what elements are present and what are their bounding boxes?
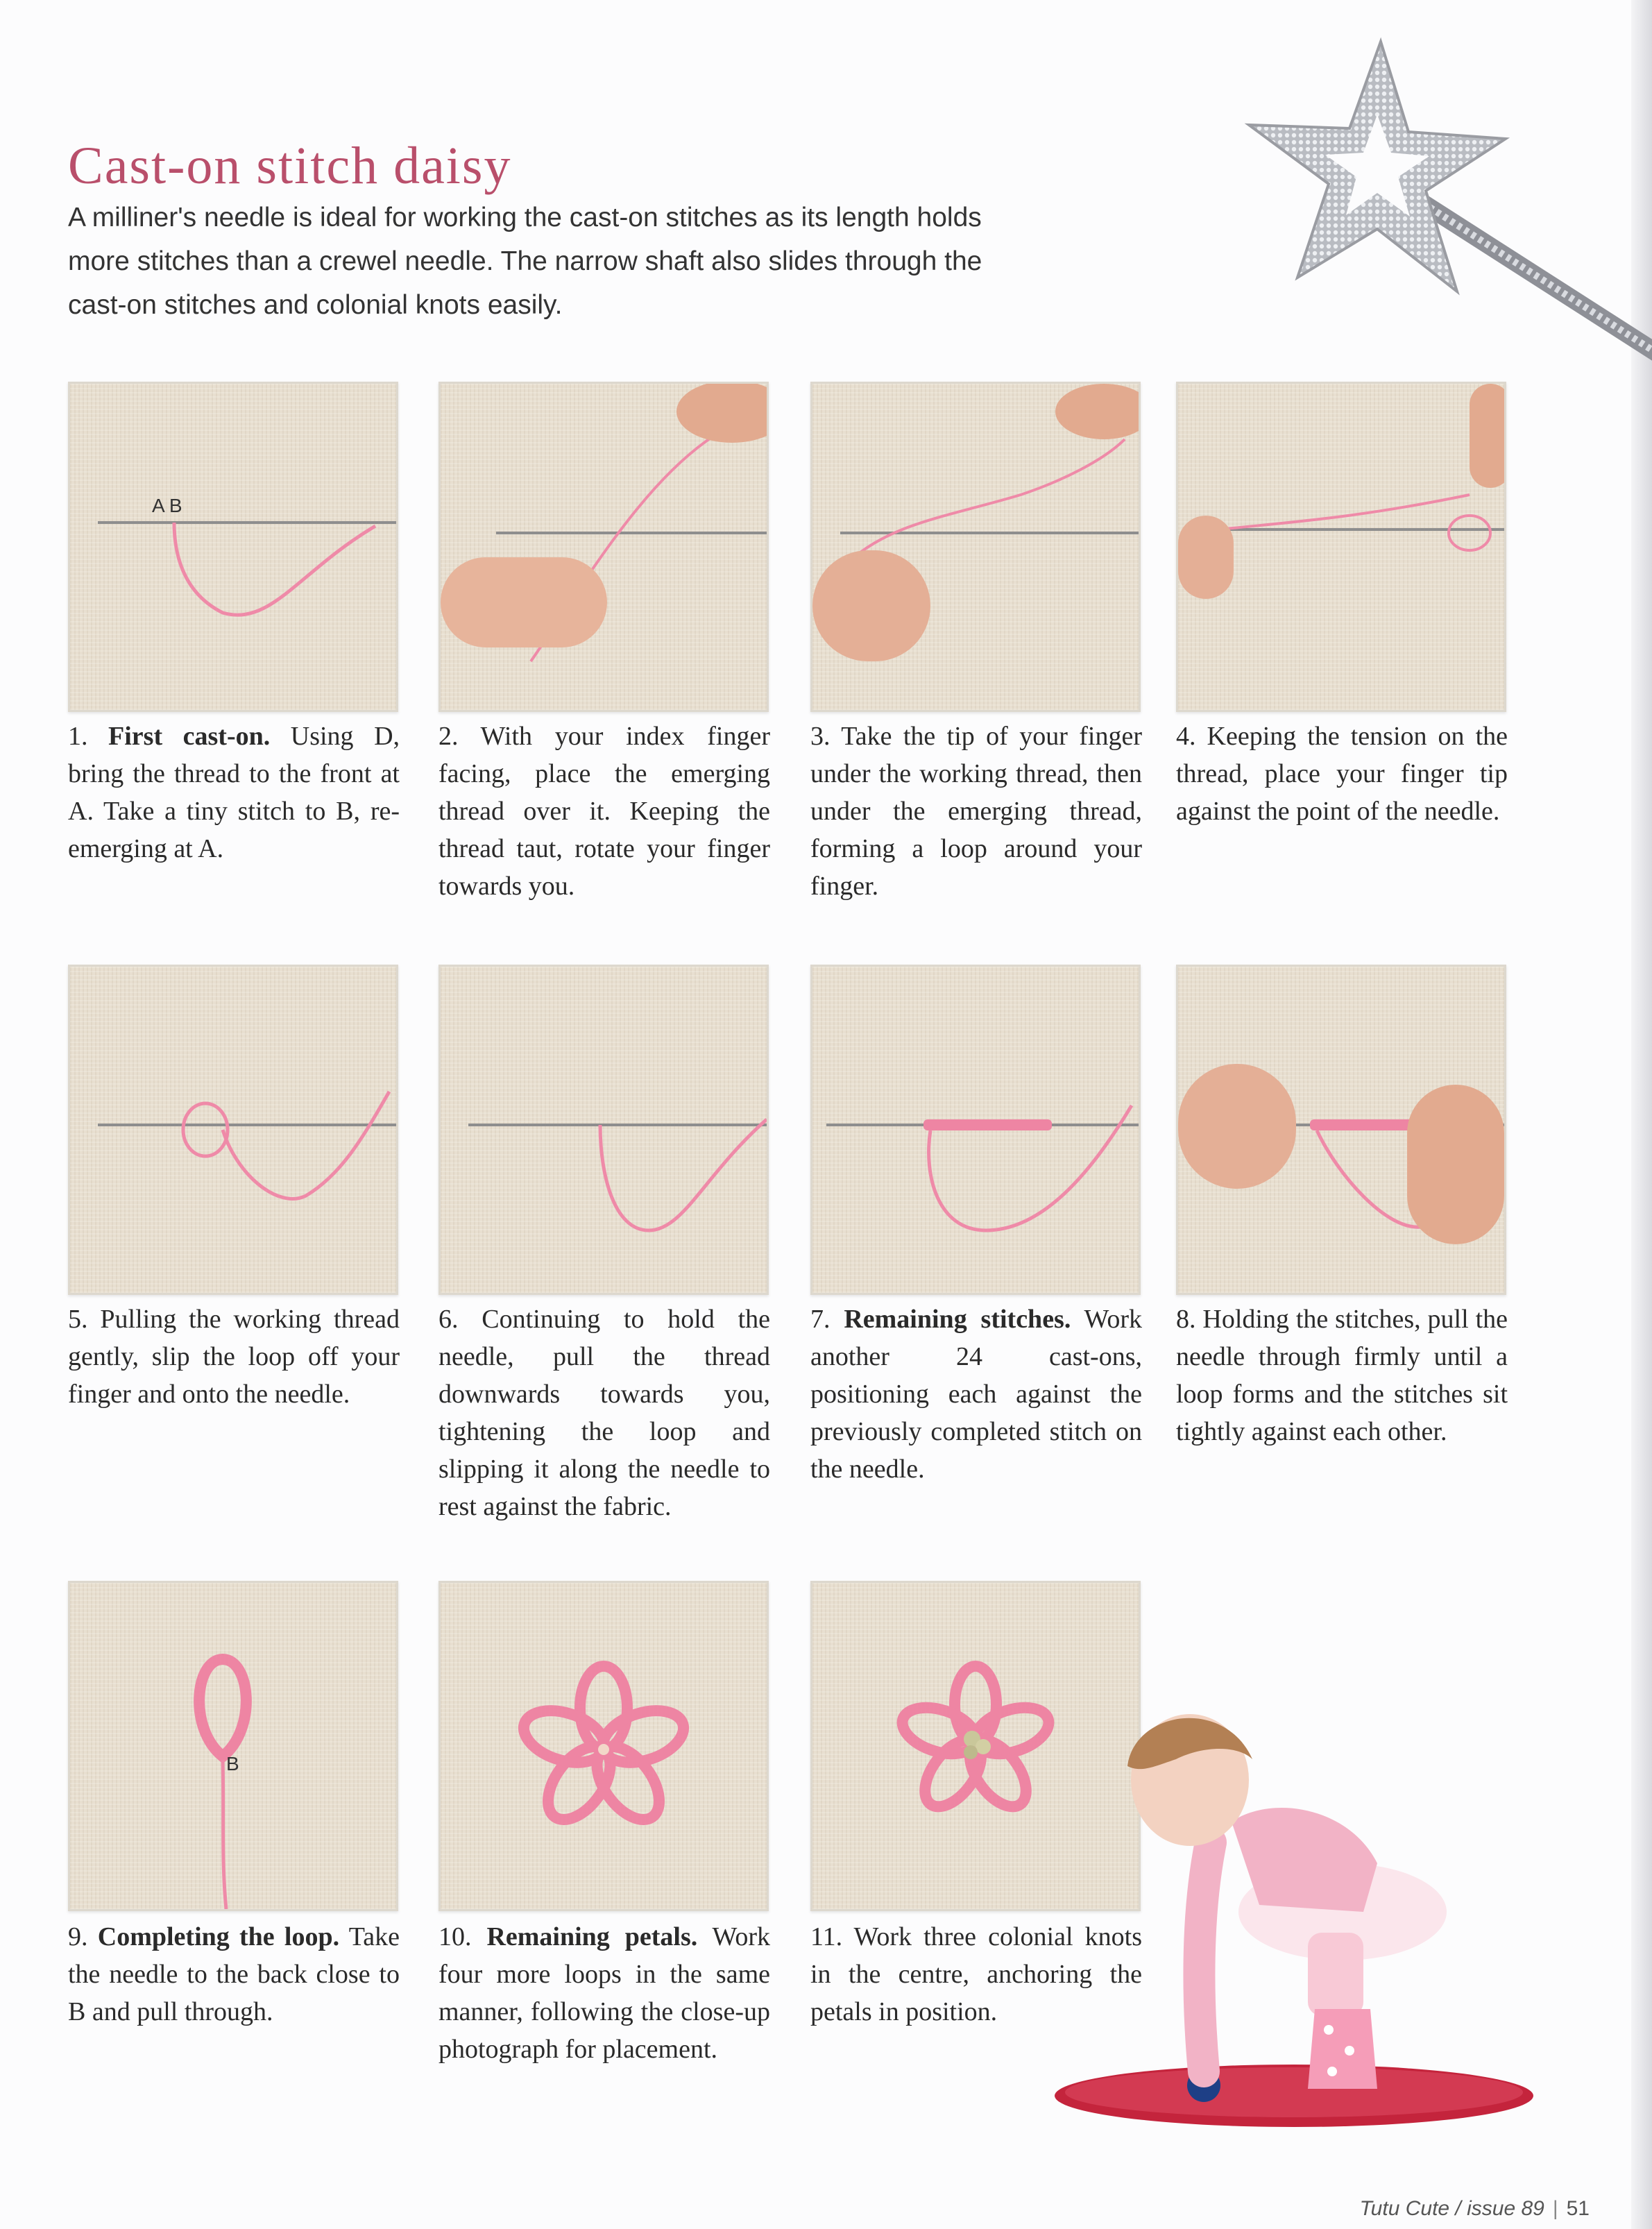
footer-separator: |: [1552, 2197, 1558, 2220]
step-5-caption: 5. Pulling the working thread gently, slip the loop off your finger and onto the needle.: [68, 1305, 400, 1409]
step-11-caption: 11. Work three colonial knots in the centre, anchoring the petals in position.: [810, 1922, 1142, 2026]
step-1-photo: [68, 382, 398, 712]
magazine-issue: Tutu Cute / issue 89: [1359, 2197, 1544, 2220]
step-10-photo: [438, 1581, 769, 1911]
page-number: 51: [1566, 2197, 1590, 2220]
step-6-caption: 6. Continuing to hold the needle, pull the thread downwards towards you, tightening the loop and slipping it along the needle to rest against the fabric.: [438, 1305, 770, 1521]
step-2-caption: 2. With your index finger facing, place the emerging thread over it. Keeping the thread taut, rotate your finger towards you.: [438, 722, 770, 901]
child-in-tutu-image: [1051, 1683, 1554, 2127]
page-title: Cast-on stitch daisy: [68, 137, 512, 195]
step-6-photo: [438, 965, 769, 1295]
step-4-caption: 4. Keeping the tension on the thread, place your finger tip against the point of the needle.: [1176, 722, 1508, 826]
step-8-caption: 8. Holding the stitches, pull the needle through firmly until a loop forms and the stitches sit tightly against each other.: [1176, 1305, 1508, 1446]
step-7-photo: [810, 965, 1141, 1295]
step-1-caption: 1. First cast-on. Using D, bring the thread to the front at A. Take a tiny stitch to B, re-emerging at A.: [68, 722, 400, 863]
intro-paragraph: A milliner's needle is ideal for working the cast-on stitches as its length holds more stitches than a crewel needle. The narrow shaft also slides through the cast-on stitches and colonial knots easily.: [68, 203, 982, 320]
step-7-caption: 7. Remaining stitches. Work another 24 cast-ons, positioning each against the previously completed stitch on the needle.: [810, 1305, 1142, 1484]
step-3-caption: 3. Take the tip of your finger under the working thread, then under the emerging thread, forming a loop around your finger.: [810, 722, 1142, 901]
step-9-caption: 9. Completing the loop. Take the needle to the back close to B and pull through.: [68, 1922, 400, 2026]
step-1-point-label: A B: [152, 495, 182, 516]
step-2-photo: [438, 382, 769, 712]
step-9-photo: [68, 1581, 398, 1911]
step-8-photo: [1176, 965, 1506, 1295]
star-wand-image: [1180, 28, 1652, 416]
step-10-caption: 10. Remaining petals. Work four more loops in the same manner, following the close-up photograph for placement.: [438, 1922, 770, 2064]
step-9-point-label: B: [226, 1753, 239, 1774]
step-4-photo: [1176, 382, 1506, 712]
step-3-photo: [810, 382, 1141, 712]
page-footer: [1360, 2197, 1590, 2221]
step-5-photo: [68, 965, 398, 1295]
